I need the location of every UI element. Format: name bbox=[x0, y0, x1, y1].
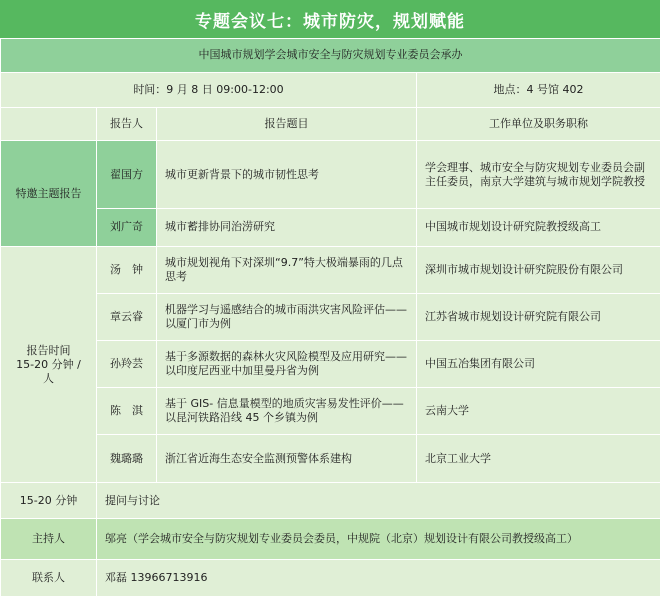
table-row bbox=[1, 388, 660, 435]
time-location-row bbox=[1, 72, 660, 107]
table-row bbox=[1, 246, 660, 293]
reporter-affiliation: 云南大学 bbox=[417, 388, 660, 435]
host-value: 邬亮（学会城市安全与防灾规划专业委员会委员，中规院（北京）规划设计有限公司教授级高工） bbox=[97, 519, 660, 560]
host-label: 主持人 bbox=[1, 519, 97, 560]
report-topic: 基于多源数据的森林火灾风险模型及应用研究——以印度尼西亚中加里曼丹省为例 bbox=[157, 340, 417, 387]
table-row bbox=[1, 435, 660, 483]
report-time-label-line2: 15-20 分钟 / 人 bbox=[16, 357, 81, 385]
header-row bbox=[1, 107, 660, 141]
reporter-name: 刘广奇 bbox=[97, 208, 157, 246]
session-title: 专题会议七：城市防灾，规划赋能 bbox=[0, 0, 660, 38]
session-time: 时间：9 月 8 日 09:00-12:00 bbox=[1, 72, 417, 107]
discussion-row bbox=[1, 483, 660, 519]
reporter-affiliation: 深圳市城市规划设计研究院股份有限公司 bbox=[417, 246, 660, 293]
keynote-label: 特邀主题报告 bbox=[1, 141, 97, 246]
reporter-affiliation: 学会理事、城市安全与防灾规划专业委员会副主任委员，南京大学建筑与城市规划学院教授 bbox=[417, 141, 660, 209]
reporter-name: 陈 淇 bbox=[97, 388, 157, 435]
report-topic: 机器学习与遥感结合的城市雨洪灾害风险评估——以厦门市为例 bbox=[157, 293, 417, 340]
report-topic: 基于 GIS- 信息量模型的地质灾害易发性评价——以昆河铁路沿线 45 个乡镇为例 bbox=[157, 388, 417, 435]
contact-row bbox=[1, 560, 660, 597]
reporter-affiliation: 江苏省城市规划设计研究院有限公司 bbox=[417, 293, 660, 340]
host-row bbox=[1, 519, 660, 560]
organizer-row bbox=[1, 39, 660, 73]
reporter-affiliation: 北京工业大学 bbox=[417, 435, 660, 483]
reporter-affiliation: 中国五冶集团有限公司 bbox=[417, 340, 660, 387]
header-topic: 报告题目 bbox=[157, 107, 417, 141]
reporter-name: 章云睿 bbox=[97, 293, 157, 340]
organizer-text: 中国城市规划学会城市安全与防灾规划专业委员会承办 bbox=[1, 39, 660, 73]
agenda-table bbox=[0, 38, 660, 597]
discussion-label: 15-20 分钟 bbox=[1, 483, 97, 519]
report-topic: 城市规划视角下对深圳“9.7”特大极端暴雨的几点思考 bbox=[157, 246, 417, 293]
reporter-affiliation: 中国城市规划设计研究院教授级高工 bbox=[417, 208, 660, 246]
header-reporter: 报告人 bbox=[97, 107, 157, 141]
header-blank bbox=[1, 107, 97, 141]
table-row bbox=[1, 293, 660, 340]
report-time-label-line1: 报告时间 bbox=[26, 343, 71, 357]
report-topic: 城市蓄排协同治涝研究 bbox=[157, 208, 417, 246]
reporter-name: 魏璐璐 bbox=[97, 435, 157, 483]
reporter-name: 孙羚芸 bbox=[97, 340, 157, 387]
report-time-label bbox=[1, 246, 97, 482]
session-location: 地点：4 号馆 402 bbox=[417, 72, 660, 107]
report-topic: 浙江省近海生态安全监测预警体系建构 bbox=[157, 435, 417, 483]
contact-label: 联系人 bbox=[1, 560, 97, 597]
table-row bbox=[1, 340, 660, 387]
table-row bbox=[1, 208, 660, 246]
contact-value: 邓磊 13966713916 bbox=[97, 560, 660, 597]
discussion-value: 提问与讨论 bbox=[97, 483, 660, 519]
reporter-name: 翟国方 bbox=[97, 141, 157, 209]
header-affiliation: 工作单位及职务职称 bbox=[417, 107, 660, 141]
report-topic: 城市更新背景下的城市韧性思考 bbox=[157, 141, 417, 209]
table-row bbox=[1, 141, 660, 209]
reporter-name: 汤 钟 bbox=[97, 246, 157, 293]
